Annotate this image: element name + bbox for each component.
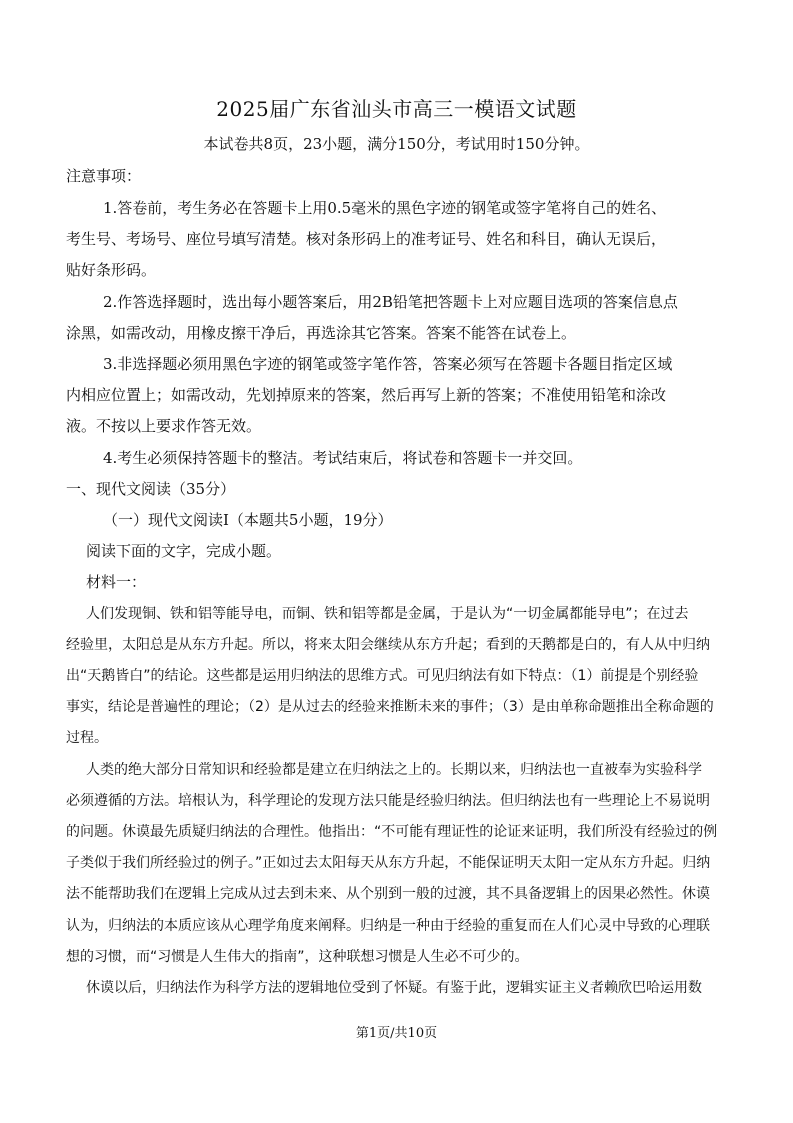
notice-line: 1.答卷前，考生务必在答题卡上用0.5毫米的黑色字迹的钢笔或签字笔将自己的姓名、 (103, 199, 667, 217)
notice-line: 3.非选择题必须用黑色字迹的钢笔或签字笔作答，答案必须写在答题卡各题目指定区域 (103, 355, 673, 373)
body-line: 出“天鹅皆白”的结论。这些都是运用归纳法的思维方式。可见归纳法有如下特点：（1）前提是个别经验 (66, 668, 699, 684)
notice-line: 2.作答选择题时，选出每小题答案后，用2B铅笔把答题卡上对应题目选项的答案信息点 (103, 293, 678, 311)
notice-line: 内相应位置上；如需改动，先划掉原来的答案，然后再写上新的答案；不准使用铅笔和涂改 (66, 386, 667, 404)
subsection-title: （一）现代文阅读Ⅰ（本题共5小题，19分） (103, 511, 393, 529)
exam-subtitle: 本试卷共8页，23小题，满分150分，考试用时150分钟。 (203, 135, 590, 153)
body-line: 事实，结论是普遍性的理论；（2）是从过去的经验来推断未来的事件；（3）是由单称命题推出全称命题的 (66, 699, 714, 715)
body-line: 过程。 (66, 730, 108, 746)
notice-header: 注意事项： (66, 167, 142, 185)
exam-title: 2025届广东省汕头市高三一模语文试题 (216, 97, 577, 121)
body-line: 休谟以后，归纳法作为科学方法的逻辑地位受到了怀疑。有鉴于此，逻辑实证主义者赖欣巴哈运用数 (86, 980, 702, 996)
body-line: 必须遵循的方法。培根认为，科学理论的发现方法只能是经验归纳法。但归纳法也有一些理论上不易说明 (66, 793, 710, 809)
notice-line: 考生号、考场号、座位号填写清楚。核对条形码上的准考证号、姓名和科目，确认无误后， (66, 230, 667, 248)
body-line: 法不能帮助我们在逻辑上完成从过去到未来、从个别到一般的过渡，其不具备逻辑上的因果必然性。休谟 (66, 886, 710, 902)
notice-line: 液。不按以上要求作答无效。 (66, 417, 262, 435)
body-line: 认为，归纳法的本质应该从心理学角度来阐释。归纳是一种由于经验的重复而在人们心灵中导致的心理联 (66, 918, 710, 934)
body-line: 子类似于我们所经验过的例子。”正如过去太阳每天从东方升起，不能保证明天太阳一定从东方升起。归纳 (66, 855, 711, 871)
notice-line: 4.考生必须保持答题卡的整洁。考试结束后，将试卷和答题卡一并交回。 (103, 449, 583, 467)
body-line: 经验里，太阳总是从东方升起。所以，将来太阳会继续从东方升起；看到的天鹅都是白的，有人从中归纳 (66, 637, 710, 653)
body-line: 人类的绝大部分日常知识和经验都是建立在归纳法之上的。长期以来，归纳法也一直被奉为实验科学 (86, 762, 702, 778)
page-footer: 第1页/共10页 (355, 1026, 438, 1041)
body-line: 想的习惯，而“习惯是人生伟大的指南”，这种联想习惯是人生必不可少的。 (66, 949, 529, 965)
body-line: 的问题。休谟最先质疑归纳法的合理性。他指出：“不可能有理证性的论证来证明，我们所没有经验过的例 (66, 824, 718, 840)
reading-instruction: 阅读下面的文字，完成小题。 (86, 542, 282, 560)
material-label: 材料一： (86, 573, 147, 591)
notice-line: 涂黑，如需改动，用橡皮擦干净后，再选涂其它答案。答案不能答在试卷上。 (66, 324, 577, 342)
body-line: 人们发现铜、铁和铝等能导电，而铜、铁和铝等都是金属，于是认为“一切金属都能导电”；在过去 (86, 606, 689, 622)
section-title: 一、现代文阅读（35分） (66, 480, 236, 498)
notice-line: 贴好条形码。 (66, 261, 157, 279)
